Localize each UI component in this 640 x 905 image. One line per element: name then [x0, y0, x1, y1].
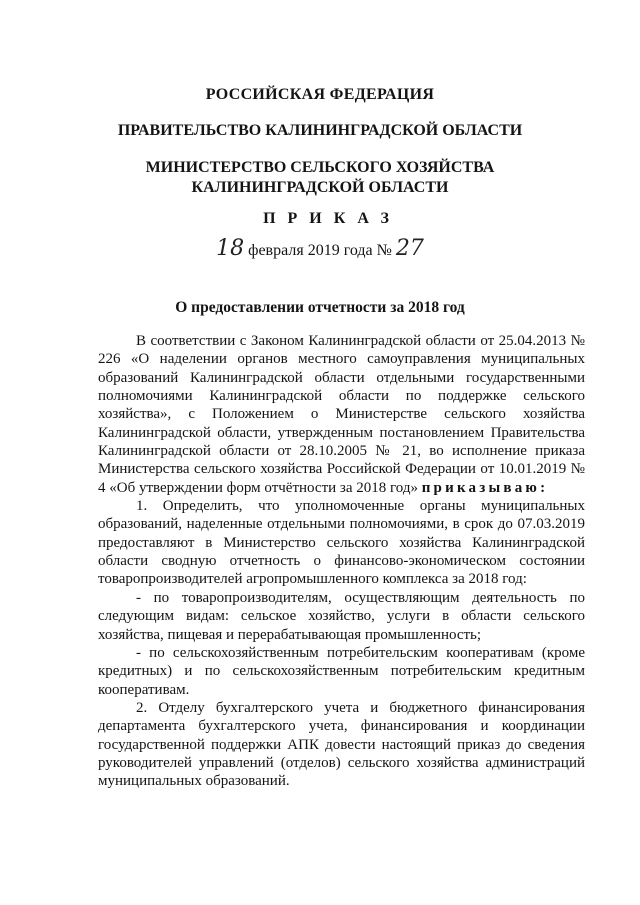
- item-1-paragraph: 1. Определить, что уполномоченные органы муниципальных образований, наделенные отдельными полномочиями, в срок до 07.03.2019 предоставляют в Министерство сельского хозяйства Калининградской области сводную отчетность о финансово-экономическом состоянии товаропроизводителей агропромышленного комплекса за 2018 год:: [98, 498, 585, 588]
- document-body: [98, 332, 585, 791]
- date-text: февраля 2019 года №: [248, 242, 392, 259]
- document-type-heading: ПРИКАЗ: [263, 210, 401, 227]
- item-2-paragraph: 2. Отделу бухгалтерского учета и бюджетного финансирования департамента бухгалтерского учета, финансирования и координации государственной поддержки АПК довести настоящий приказ до сведения руководителей управлений (отделов) сельского хозяйства администраций муниципальных образований.: [98, 699, 585, 790]
- country-heading: РОССИЙСКАЯ ФЕДЕРАЦИЯ: [205, 86, 435, 103]
- document-subject: О предоставлении отчетности за 2018 год: [175, 299, 465, 316]
- handwritten-number: 27: [395, 236, 424, 261]
- ministry-heading-line2: КАЛИНИНГРАДСКОЙ ОБЛАСТИ: [191, 179, 449, 196]
- preamble-text: В соответствии с Законом Калининградской области от 25.04.2013 № 226 «О наделении органов местного самоуправления муниципальных образований Калининградской области отдельными государственными полномочиями Калининградской области по поддержке сельского хозяйства», с Положением о Министерстве сельского хозяйства Калининградской области, утвержденным постановлением Правительства Калининградской области от 28.10.2005 № 21, во исполнение приказа Министерства сельского хозяйства Российской Федерации от 10.01.2019 № 4 «Об утверждении форм отчётности за 2018 год»: [98, 333, 585, 496]
- ministry-heading: [0, 158, 640, 198]
- item-1b-paragraph: - по сельскохозяйственным потребительским кооперативам (кроме кредитных) и по сельскохозяйственным потребительским кредитным кооперативам.: [98, 644, 585, 698]
- handwritten-day: 18: [216, 236, 245, 261]
- order-word: приказываю:: [421, 479, 549, 496]
- government-heading: ПРАВИТЕЛЬСТВО КАЛИНИНГРАДСКОЙ ОБЛАСТИ: [117, 122, 523, 139]
- dateline: [0, 236, 640, 261]
- preamble-paragraph: [98, 332, 585, 497]
- item-1a-paragraph: - по товаропроизводителям, осуществляющим деятельность по следующим видам: сельское хозяйство, услуги в области сельского хозяйства, пищевая и перерабатывающая промышленность;: [98, 589, 585, 643]
- ministry-heading-line1: МИНИСТЕРСТВО СЕЛЬСКОГО ХОЗЯЙСТВА: [145, 159, 495, 176]
